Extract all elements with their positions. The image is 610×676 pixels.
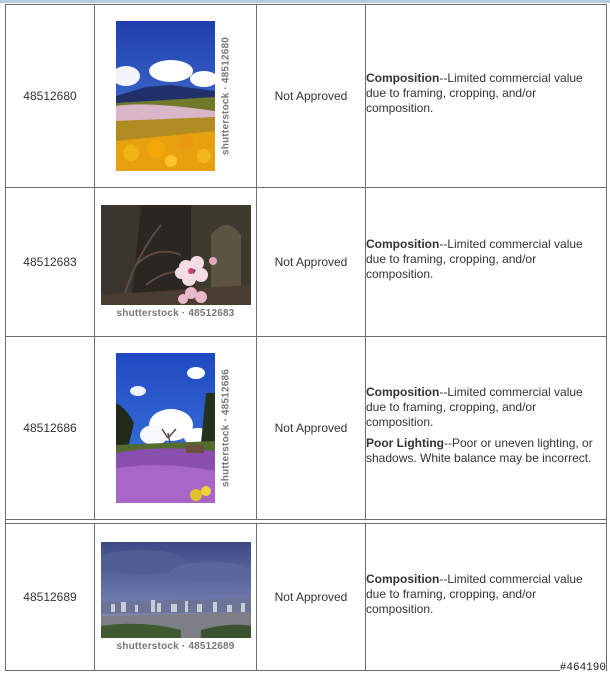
watermark: shutterstock · 48512683 <box>116 308 235 319</box>
table-row <box>6 337 607 520</box>
table-row <box>6 524 607 671</box>
thumbnail[interactable] <box>116 21 236 171</box>
flower-field-photo <box>116 21 215 171</box>
thumbnail-cell <box>95 524 257 671</box>
thumbnail[interactable] <box>101 205 251 319</box>
status-label: Not Approved <box>257 337 366 520</box>
city-skyline-photo <box>101 542 251 638</box>
status-label: Not Approved <box>257 524 366 671</box>
reason-item: Poor Lighting--Poor or uneven lighting, or shadows. White balance may be incorrect. <box>366 435 593 465</box>
cherry-blossom-photo <box>101 205 251 305</box>
rejection-reasons <box>366 337 607 520</box>
table-row <box>6 188 607 337</box>
image-id: 48512683 <box>6 188 95 337</box>
thumbnail-cell <box>95 5 257 188</box>
rejection-reasons <box>366 5 607 188</box>
rejection-reasons <box>366 524 607 671</box>
thumbnail[interactable] <box>116 353 236 503</box>
reason-item: Composition--Limited commercial value due to framing, cropping, and/or composition. <box>366 236 583 281</box>
status-label: Not Approved <box>257 5 366 188</box>
thumbnail[interactable] <box>101 542 251 652</box>
reason-item: Composition--Limited commercial value due to framing, cropping, and/or composition. <box>366 70 583 115</box>
reason-item: Composition--Limited commercial value due to framing, cropping, and/or composition. <box>366 384 583 429</box>
image-id: 48512686 <box>6 337 95 520</box>
top-border <box>0 0 610 3</box>
thumbnail-cell <box>95 337 257 520</box>
image-reference-tag: #464190 <box>559 662 606 674</box>
watermark: shutterstock · 48512680 <box>220 37 231 155</box>
reason-item: Composition--Limited commercial value due to framing, cropping, and/or composition. <box>366 571 583 616</box>
thumbnail-cell <box>95 188 257 337</box>
image-id: 48512689 <box>6 524 95 671</box>
status-label: Not Approved <box>257 188 366 337</box>
image-id: 48512680 <box>6 5 95 188</box>
table-row <box>6 5 607 188</box>
watermark: shutterstock · 48512686 <box>220 369 231 487</box>
rejection-reasons <box>366 188 607 337</box>
review-results-table <box>5 4 607 671</box>
watermark: shutterstock · 48512689 <box>116 641 235 652</box>
hillside-flowers-photo <box>116 353 215 503</box>
